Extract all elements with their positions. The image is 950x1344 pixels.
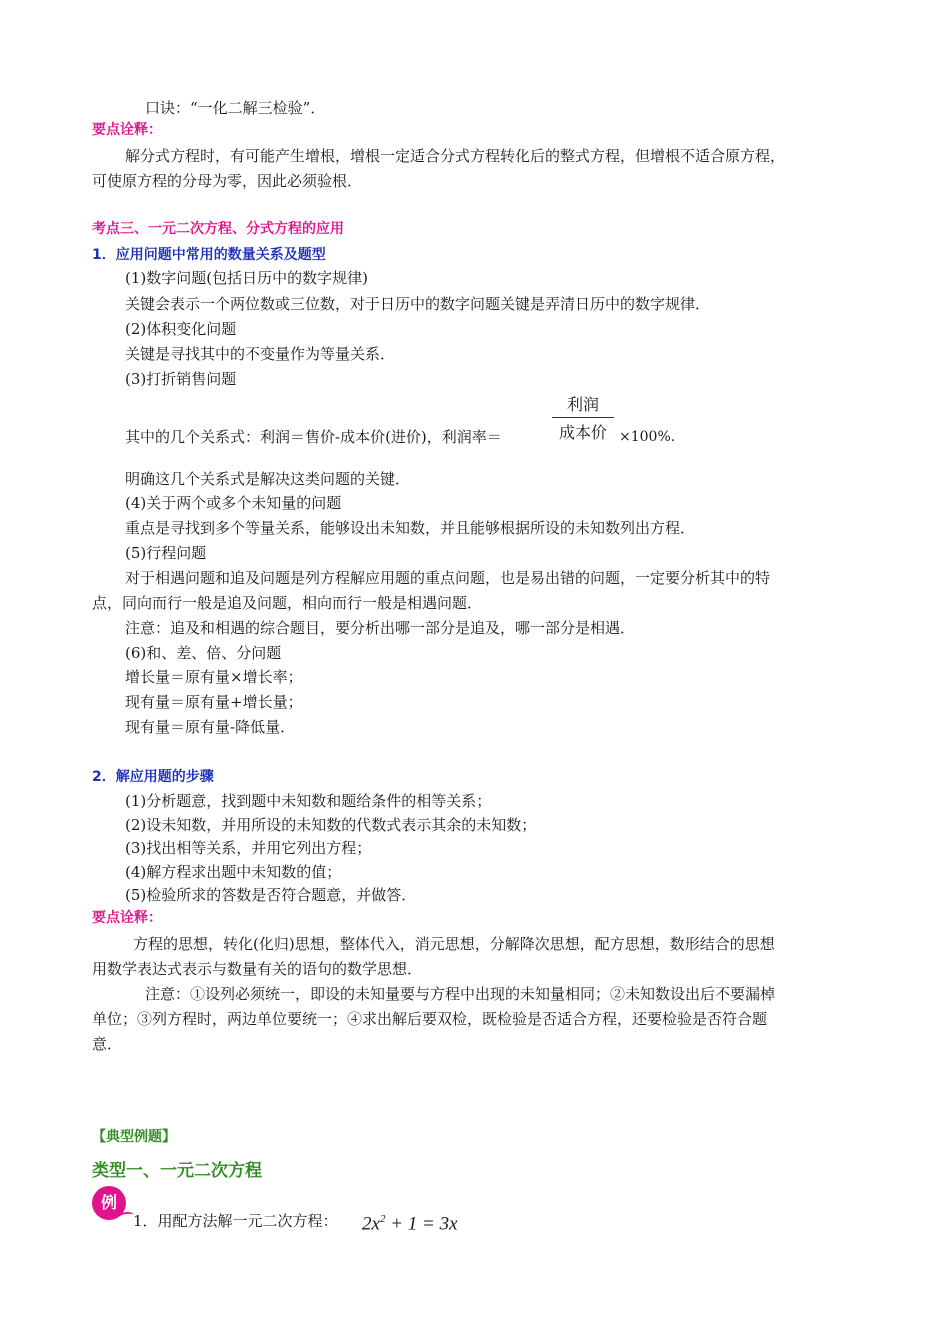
step-item: (4)解方程求出题中未知数的值；: [125, 863, 342, 881]
list-item: (3)打折销售问题: [125, 370, 237, 388]
note-title: 要点诠释：: [92, 122, 162, 138]
fraction-numerator: 利润: [566, 395, 599, 414]
step-item: (1)分析题意，找到题中未知数和题给条件的相等关系；: [125, 792, 492, 810]
percent: ×100%.: [619, 429, 676, 445]
note-line: 意．: [92, 1035, 123, 1053]
profit-formula: 其中的几个关系式：利润＝售价-成本价(进价)，利润率＝: [125, 428, 502, 446]
list-item: (4)关于两个或多个未知量的问题: [125, 494, 342, 512]
examples-header: 【典型例题】: [92, 1129, 176, 1145]
step-item: (2)设未知数，并用所设的未知数的代数式表示其余的未知数；: [125, 816, 537, 834]
list-item: 关键会表示一个两位数或三位数，对于日历中的数字问题关键是弄清日历中的数字规律．: [125, 295, 711, 313]
subsection-title: 1．应用问题中常用的数量关系及题型: [92, 247, 326, 263]
step-item: (5)检验所求的答数是否符合题意，并做答．: [125, 886, 417, 904]
equation-exponent: 2: [379, 1213, 386, 1225]
note-line: 解分式方程时，有可能产生增根，增根一定适合分式方程转化后的整式方程，但增根不适合原方程，: [125, 147, 786, 165]
subsection-title: 2．解应用题的步骤: [92, 769, 214, 785]
list-item: 点，同向而行一般是追及问题，相向而行一般是相遇问题．: [92, 594, 483, 612]
fraction-bar: [552, 417, 614, 418]
list-item: 现有量＝原有量+增长量；: [125, 693, 303, 711]
question-equation: [362, 1206, 458, 1237]
equation-term: 2x: [362, 1213, 380, 1235]
list-item: (5)行程问题: [125, 544, 207, 562]
list-item: 重点是寻找到多个等量关系，能够设出未知数，并且能够根据所设的未知数列出方程．: [125, 519, 696, 537]
note-line: 可使原方程的分母为零，因此必须验根．: [92, 172, 363, 190]
list-item: (2)体积变化问题: [125, 320, 237, 338]
step-item: (3)找出相等关系，并用它列出方程；: [125, 839, 372, 857]
slogan: 口诀：“一化二解三检验”．: [145, 99, 326, 117]
note-line: 方程的思想，转化(化归)思想，整体代入，消元思想，分解降次思想，配方思想，数形结合的思想: [133, 935, 775, 953]
list-item: 注意：追及和相遇的综合题目，要分析出哪一部分是追及，哪一部分是相遇．: [125, 619, 636, 637]
question-text: 1．用配方法解一元二次方程：: [133, 1212, 338, 1230]
type-title: 类型一、一元二次方程: [92, 1161, 262, 1181]
note-line: 用数学表达式表示与数量有关的语句的数学思想．: [92, 960, 423, 978]
list-item: 关键是寻找其中的不变量作为等量关系．: [125, 345, 396, 363]
list-item: (1)数字问题(包括日历中的数字规律): [125, 269, 368, 287]
list-item: 现有量＝原有量-降低量．: [125, 718, 296, 736]
note-line: 注意：①设列必须统一，即设的未知量要与方程中出现的未知量相同；②未知数设出后不要漏棹: [145, 985, 776, 1003]
profit-rate-fraction: [552, 392, 614, 443]
note-line: 单位；③列方程时，两边单位要统一；④求出解后要双检，既检验是否适合方程，还要检验是否符合题: [92, 1010, 768, 1028]
note-title: 要点诠释：: [92, 910, 162, 926]
example-badge-icon: 例: [92, 1186, 126, 1220]
equation-rest: + 1 = 3x: [385, 1213, 458, 1235]
list-item: 对于相遇问题和追及问题是列方程解应用题的重点问题，也是易出错的问题，一定要分析其中的特: [125, 569, 771, 587]
list-item: (6)和、差、倍、分问题: [125, 644, 282, 662]
list-item: 增长量＝原有量×增长率；: [125, 668, 303, 686]
list-item: 明确这几个关系式是解决这类问题的关键．: [125, 470, 411, 488]
section-title: 考点三、一元二次方程、分式方程的应用: [92, 221, 344, 237]
fraction-denominator: 成本价: [558, 423, 607, 442]
